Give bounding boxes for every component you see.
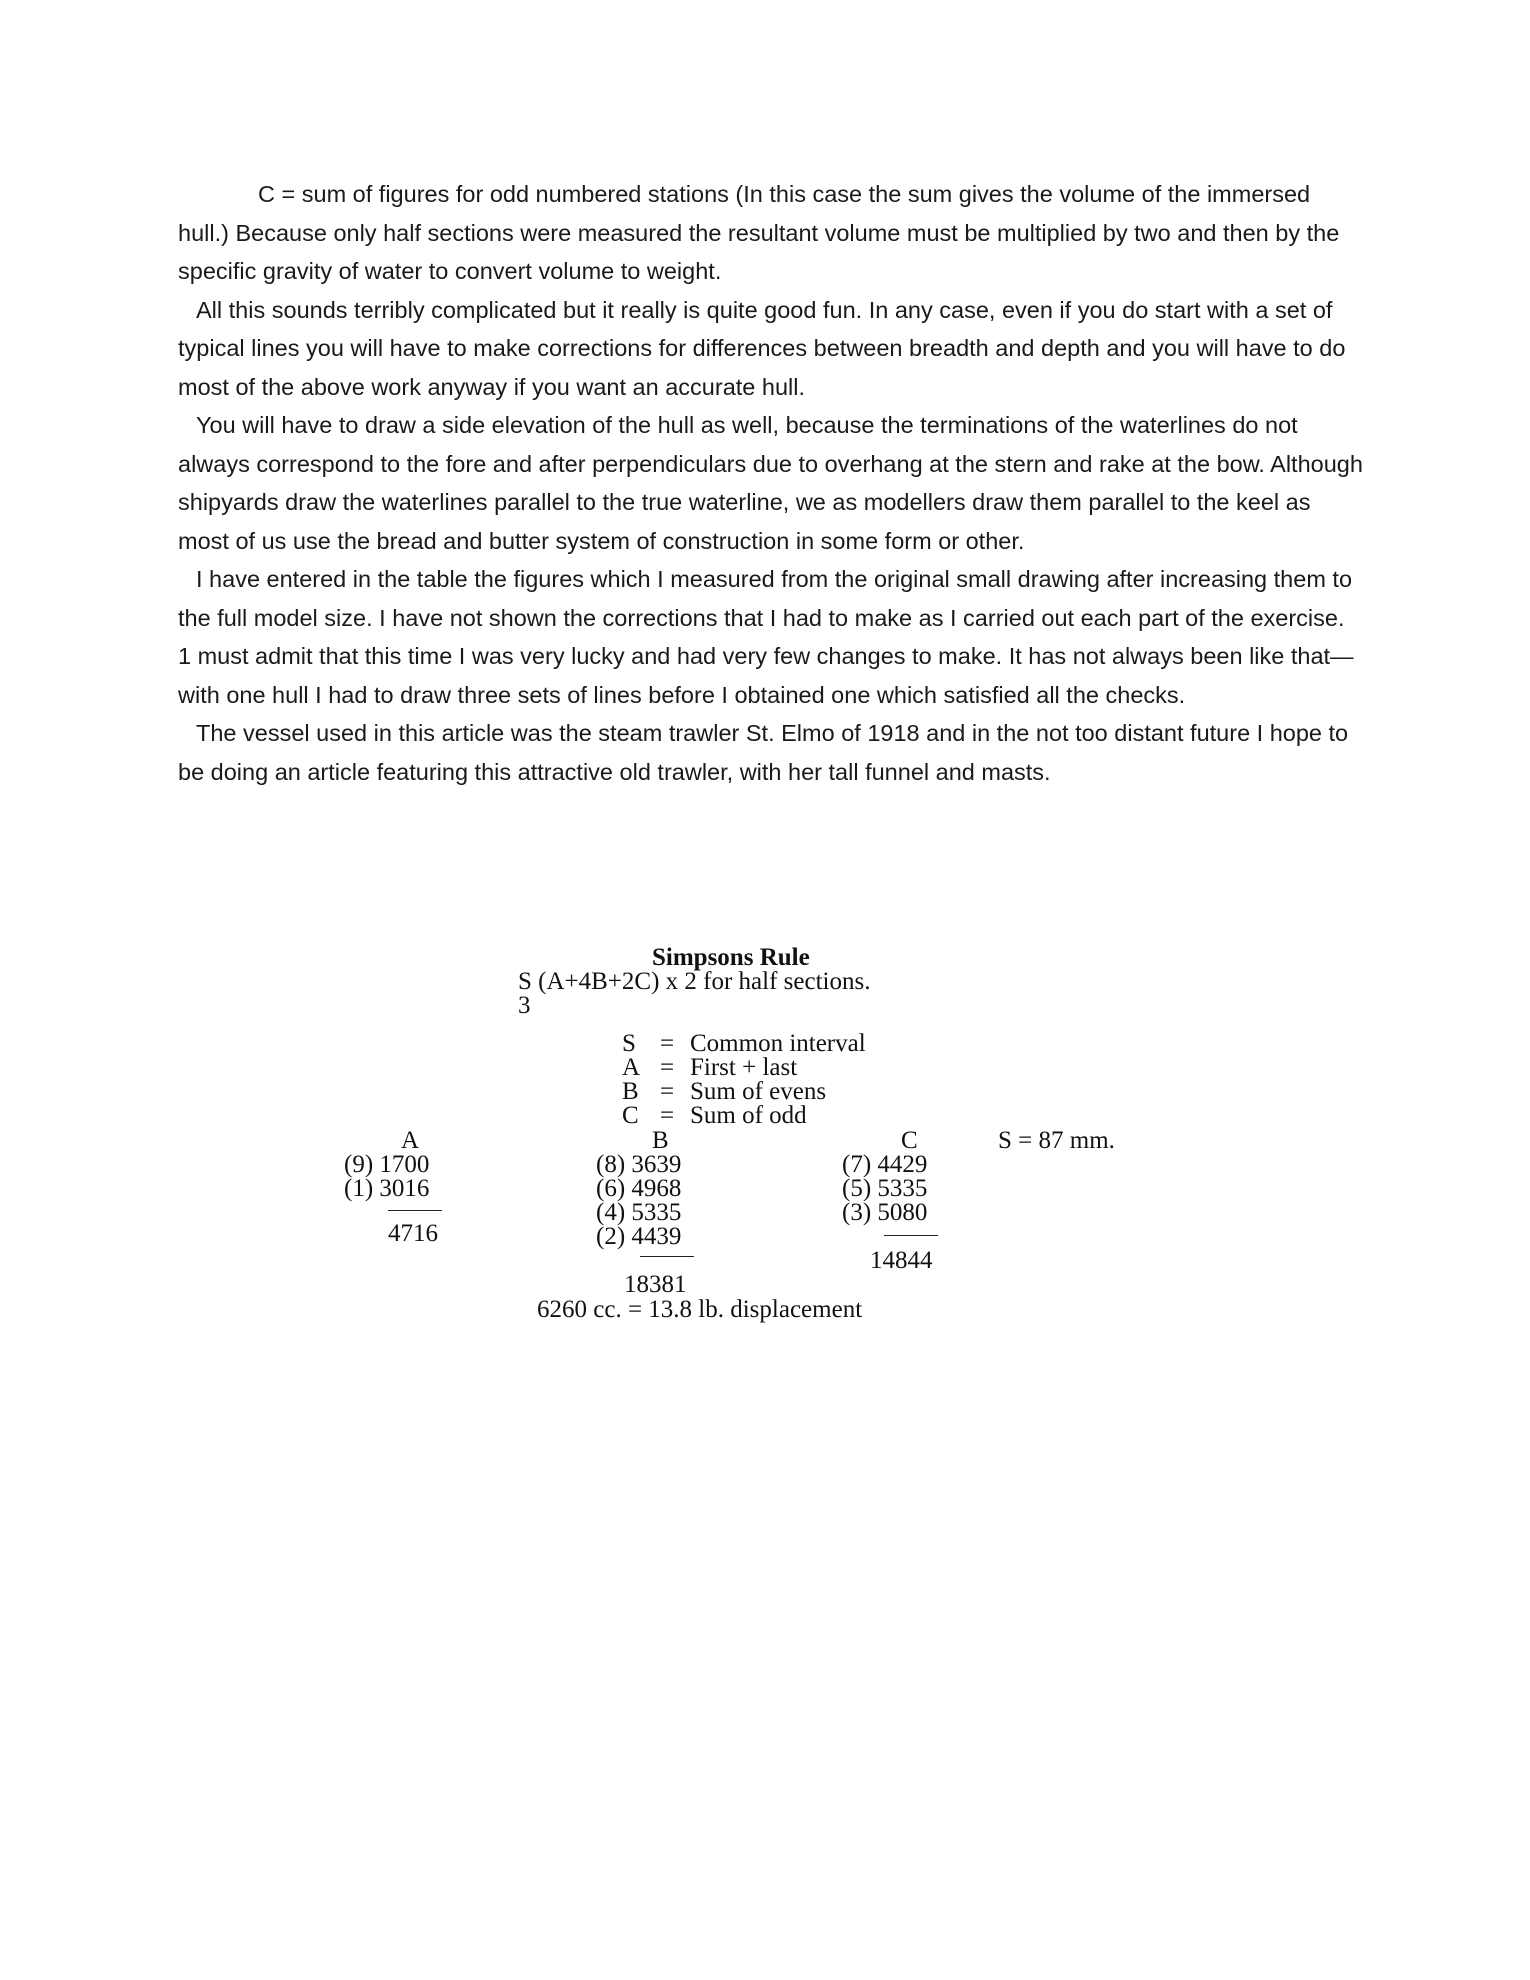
column-c-value: (7) 4429 — [842, 1151, 928, 1178]
paragraph: I have entered in the table the figures which I measured from the original small drawing after increasing them to the full model size. I have not shown the corrections that I had to make as I carried out each part of the exercise. 1 must admit that this time I was very lucky and had very few changes to make. It has not always been like that—with one hull I had to draw three sets of lines before I obtained one which satisfied all the checks. — [178, 566, 1354, 708]
column-c-value: (3) 5080 — [842, 1199, 928, 1226]
legend-description: Sum of evens — [690, 1078, 827, 1105]
sum-rule — [388, 1210, 442, 1211]
legend-symbol: S — [622, 1030, 636, 1057]
column-header-a: A — [401, 1127, 420, 1154]
column-header-b: B — [652, 1127, 669, 1154]
column-b-value: (4) 5335 — [596, 1199, 682, 1226]
legend-description: Common interval — [690, 1030, 866, 1057]
common-interval: S = 87 mm. — [998, 1127, 1115, 1154]
paragraph: C = sum of figures for odd numbered stations (In this case the sum gives the volume of the immersed hull.) Because only half sections were measured the resultant volume must be multiplied by two and then by the specific gravity of water to convert volume to weight. — [178, 181, 1340, 284]
legend-equals: = — [660, 1054, 675, 1081]
column-c-value: (5) 5335 — [842, 1175, 928, 1202]
formula: S (A+4B+2C) x 2 for half sections. — [518, 968, 871, 995]
legend-equals: = — [660, 1030, 675, 1057]
column-a-value: (9) 1700 — [344, 1151, 430, 1178]
formula-divisor: 3 — [518, 992, 531, 1019]
column-header-c: C — [901, 1127, 918, 1154]
sum-rule — [884, 1235, 938, 1236]
legend-equals: = — [660, 1078, 675, 1105]
legend-symbol: A — [622, 1054, 641, 1081]
column-c-total: 14844 — [870, 1247, 933, 1274]
legend-description: Sum of odd — [690, 1102, 807, 1129]
sum-rule — [640, 1256, 694, 1257]
legend-symbol: C — [622, 1102, 639, 1129]
paragraph: All this sounds terribly complicated but it really is quite good fun. In any case, even if you do start with a set of typical lines you will have to make corrections for differences between breadth and depth and you will have to do most of the above work anyway if you want an accurate hull. — [178, 296, 1346, 400]
column-b-total: 18381 — [624, 1271, 687, 1298]
column-b-value: (2) 4439 — [596, 1223, 682, 1250]
paragraph: You will have to draw a side elevation of the hull as well, because the terminations of the waterlines do not always correspond to the fore and after perpendiculars due to overhang at the stern and rake at the bow. Although shipyards draw the waterlines parallel to the true waterline, we as modellers draw them parallel to the keel as most of us use the bread and butter system of construction in some form or other. — [178, 412, 1363, 554]
displacement-result: 6260 cc. = 13.8 lb. displacement — [537, 1296, 863, 1323]
figure-title: Simpsons Rule — [652, 944, 810, 971]
column-b-value: (8) 3639 — [596, 1151, 682, 1178]
column-a-total: 4716 — [388, 1220, 438, 1247]
legend-symbol: B — [622, 1078, 639, 1105]
column-b-value: (6) 4968 — [596, 1175, 682, 1202]
column-a-value: (1) 3016 — [344, 1175, 430, 1202]
paragraph: The vessel used in this article was the steam trawler St. Elmo of 1918 and in the not too distant future I hope to be doing an article featuring this attractive old trawler, with her tall funnel and masts. — [178, 720, 1349, 785]
legend-description: First + last — [690, 1054, 798, 1081]
legend-equals: = — [660, 1102, 675, 1129]
